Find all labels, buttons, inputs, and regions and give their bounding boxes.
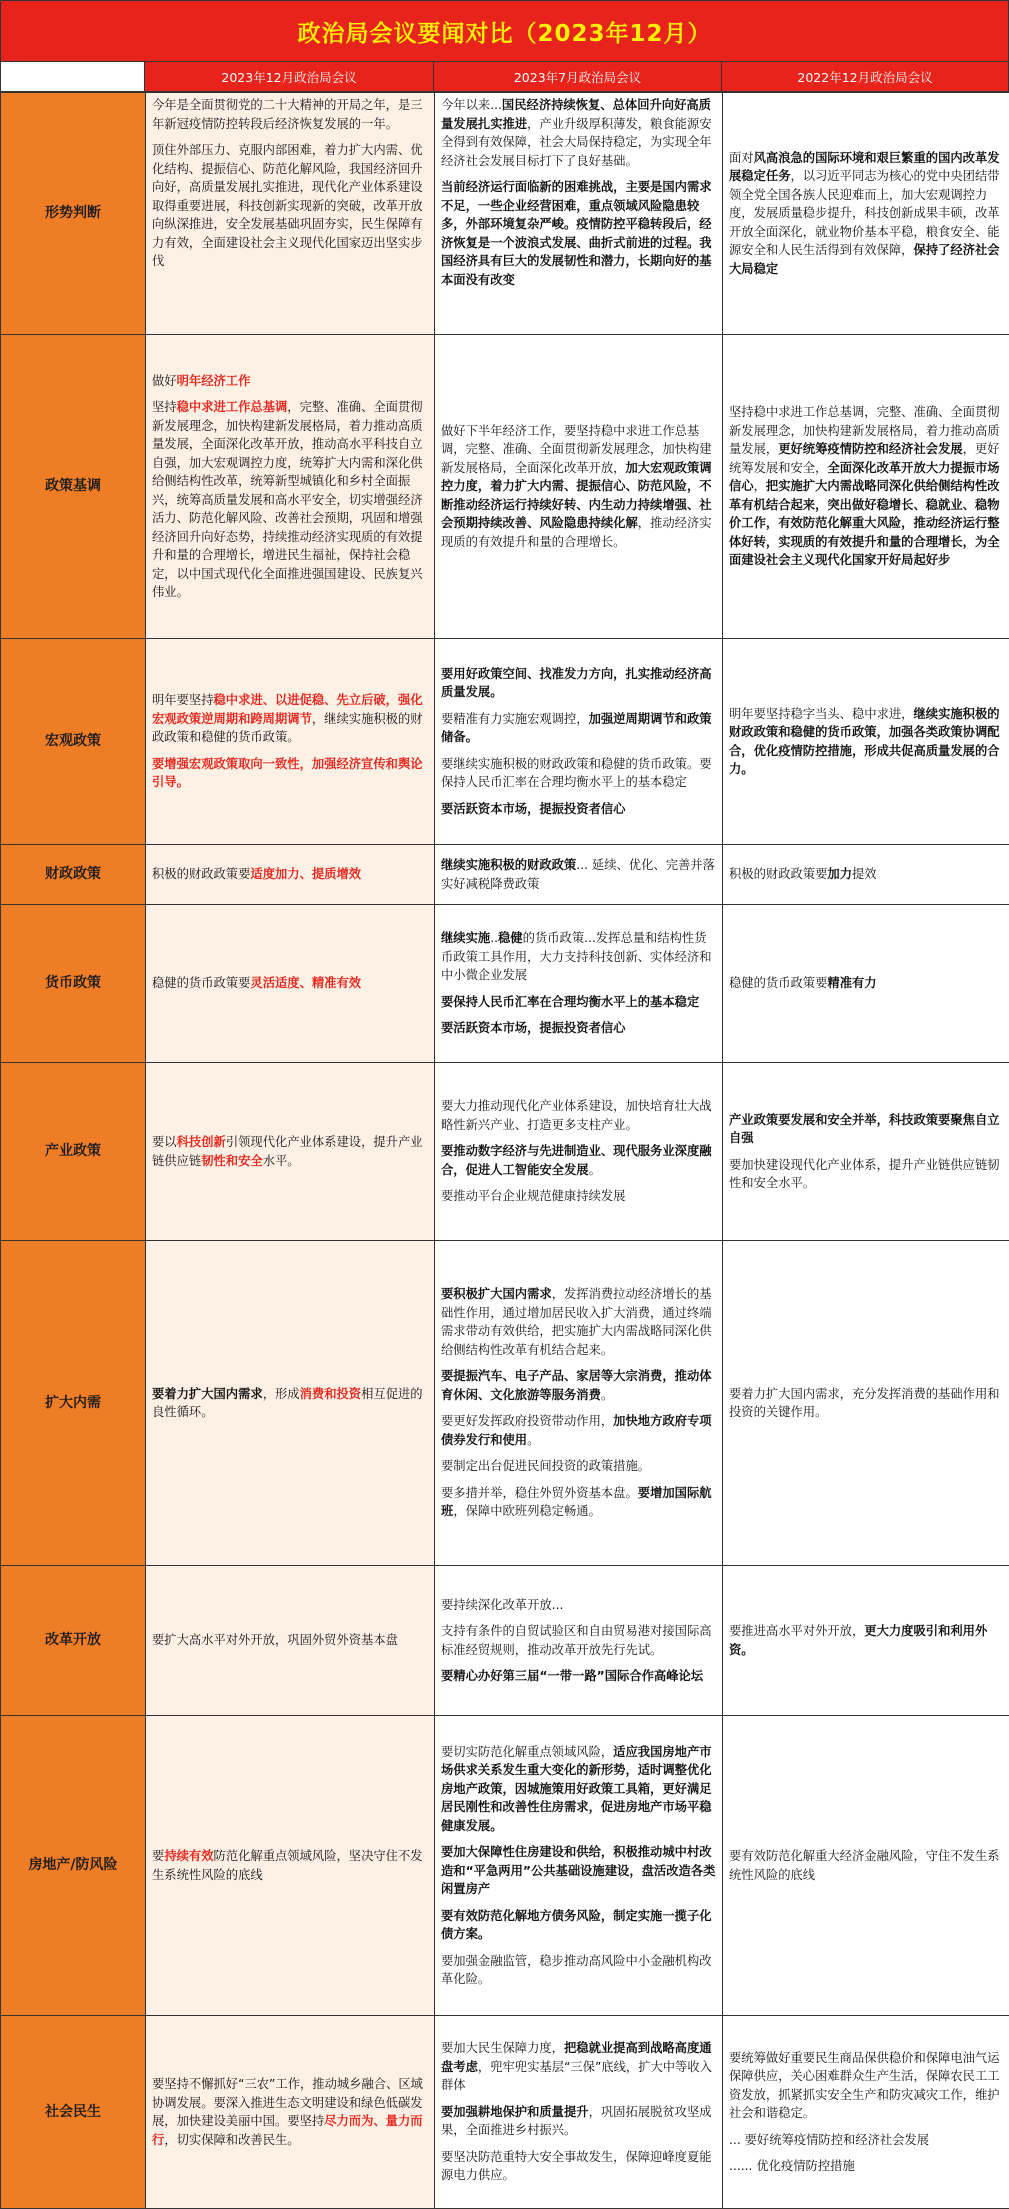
- body-text: 做好: [152, 374, 177, 388]
- cell-2022-dec: [723, 1063, 1009, 1241]
- body-text: 面对: [729, 151, 754, 165]
- row-label-minsheng: 社会民生: [1, 2016, 146, 2209]
- body-text: 提效: [852, 867, 877, 881]
- row-label-chanye: 产业政策: [1, 1063, 146, 1241]
- body-text: ，形成: [263, 1387, 300, 1401]
- cell-paragraph: [441, 2103, 716, 2140]
- bold-text: 要有效防范化解地方债务风险，制定实施一揽子化债方案。: [441, 1909, 712, 1942]
- row-label-kuoda: 扩大内需: [1, 1241, 146, 1566]
- highlight-text: 稳中求进、以进促稳、先立后破，强化宏观政策逆周期和跨周期调节: [152, 693, 423, 726]
- cell-2022-dec: [723, 639, 1009, 845]
- cell-paragraph: [441, 710, 716, 747]
- bold-text: 加力: [827, 867, 852, 881]
- cell-2023-jul: [435, 1063, 723, 1241]
- body-text: ..: [490, 931, 498, 945]
- table-row: [1, 1716, 1009, 2016]
- body-text: 坚持: [152, 400, 177, 414]
- cell-paragraph: [152, 865, 428, 884]
- highlight-text: 稳中求进工作总基调: [177, 400, 288, 414]
- bold-text: 要着力扩大国内需求: [152, 1387, 263, 1401]
- cell-paragraph: [152, 1631, 428, 1650]
- cell-2022-dec: [723, 905, 1009, 1063]
- body-text: 要精准有力实施宏观调控，: [441, 712, 589, 726]
- cell-paragraph: [729, 2049, 1003, 2123]
- cell-paragraph: [729, 403, 1003, 570]
- table-row: [1, 2016, 1009, 2209]
- cell-paragraph: [441, 1097, 716, 1134]
- cell-paragraph: [152, 974, 428, 993]
- body-text: 引领现代化产业体系建设，提升产业链供应链: [152, 1135, 423, 1168]
- cell-paragraph: [441, 1187, 716, 1206]
- body-text: 要扩大高水平对外开放，巩固外贸外资基本盘: [152, 1633, 398, 1647]
- body-text: 要坚决防范重特大安全事故发生，保障迎峰度夏能源电力供应。: [441, 2150, 712, 2183]
- cell-2023-jul: [435, 335, 723, 639]
- cell-2022-dec: [723, 93, 1009, 335]
- body-text: 要: [152, 1849, 164, 1863]
- bold-text: 要加大保障性住房建设和供给，积极推动城中村改造和“平急两用”公共基础设施建设，盘活改造各类闲置房产: [441, 1845, 715, 1896]
- cell-2023-jul: [435, 1716, 723, 2016]
- cell-2023-dec: [146, 1716, 435, 2016]
- highlight-text: 尽力而为、量力而行: [152, 2114, 423, 2147]
- body-text: 稳健的货币政策要: [729, 976, 827, 990]
- cell-paragraph: [441, 422, 716, 552]
- cell-paragraph: [441, 1952, 716, 1989]
- body-text: 要加快建设现代化产业体系，提升产业链供应链韧性和安全水平。: [729, 1158, 1000, 1191]
- bold-text: 保持了经济社会大局稳定: [729, 243, 1000, 276]
- bold-text: 要保持人民币汇率在合理均衡水平上的基本稳定: [441, 995, 699, 1009]
- cell-2023-dec: [146, 93, 435, 335]
- cell-2022-dec: [723, 335, 1009, 639]
- cell-2023-jul: [435, 93, 723, 335]
- body-text: 水平。: [263, 1154, 300, 1168]
- cell-paragraph: [729, 1847, 1003, 1884]
- bold-text: 适应我国房地产市场供求关系发生重大变化的新形势，适时调整优化房地产政策，因城施策用好政策工具箱，更好满足居民刚性和改善性住房需求，促进房地产市场平稳健康发展。: [441, 1745, 712, 1833]
- cell-paragraph: [441, 1412, 716, 1449]
- body-text: ，产业升级厚积薄发，粮食能源安全得到有效保障，社会大局保持稳定，为实现全年经济社会发展目标打下了良好基础。: [441, 117, 712, 168]
- cell-paragraph: [729, 974, 1003, 993]
- table-row: [1, 93, 1009, 335]
- bold-text: 产业政策要发展和安全并举，科技政策要聚焦自立自强: [729, 1113, 1000, 1146]
- bold-text: 当前经济运行面临新的困难挑战，主要是国内需求不足，一些企业经营困难，重点领域风险隐患较多，外部环境复杂严峻。疫情防控平稳转段后，经济恢复是一个波浪式发展、曲折式前进的过程。我国经济具有巨大的发展韧性和潜力，长期向好的基本面没有改变: [441, 180, 712, 287]
- table-row: [1, 335, 1009, 639]
- body-text: 的货币政策...发挥总量和结构性货币政策工具作用，大力支持科技创新、实体经济和中小微企业发展: [441, 931, 712, 982]
- body-text: ，继续实施积极的财政政策和稳健的货币政策。: [152, 712, 423, 745]
- table-row: [1, 905, 1009, 1063]
- bold-text: 精准有力: [827, 976, 876, 990]
- highlight-text: 韧性和安全: [201, 1154, 263, 1168]
- body-text: 要以: [152, 1135, 177, 1149]
- cell-paragraph: [729, 2131, 1003, 2150]
- bold-text: 把稳就业提高到战略高度通盘考虑: [441, 2041, 712, 2074]
- bold-text: 更大力度吸引和利用外资。: [729, 1624, 987, 1657]
- cell-paragraph: [441, 1622, 716, 1659]
- comparison-table: [0, 92, 1009, 2209]
- bold-text: 把实施扩大内需战略同深化供给侧结构性改革有机结合起来，突出做好稳增长、稳就业、稳物价工作，有效防范化解重大风险，推动经济运行整体好转，实现质的有效提升和量的合理增长，为全面建设社会主义现代化国家开好局起好步: [729, 479, 1000, 567]
- body-text: 防范化解重点领域风险，坚决守住不发生系统性风险的底线: [152, 1849, 423, 1882]
- body-text: 今年以来...: [441, 98, 502, 112]
- cell-paragraph: [441, 665, 716, 702]
- highlight-text: 消费和投资: [300, 1387, 362, 1401]
- cell-2023-jul: [435, 1241, 723, 1566]
- body-text: ，以习近平同志为核心的党中央团结带领全党全国各族人民迎难而上，加大宏观调控力度，发展质量稳步提升，科技创新成果丰硕，改革开放全面深化，就业物价基本平稳，粮食安全、能源安全和人民生活得到有效保障，: [729, 169, 1000, 257]
- cell-paragraph: [729, 865, 1003, 884]
- body-text: 积极的财政政策要: [152, 867, 250, 881]
- body-text: ，更好统筹发展和安全，: [729, 442, 1000, 475]
- bold-text: 加强逆周期调节和政策储备。: [441, 712, 712, 745]
- body-text: 要继续实施积极的财政政策和稳健的货币政策。要保持人民币汇率在合理均衡水平上的基本稳定: [441, 757, 712, 790]
- body-text: 要坚持不懈抓好“三农”工作，推动城乡融合、区域协调发展。要深入推进生态文明建设和绿色低碳发展，加快建设美丽中国。要坚持: [152, 2077, 423, 2128]
- body-text: 要加大民生保障力度，: [441, 2041, 564, 2055]
- bold-text: 更好统筹疫情防控和经济社会发展: [778, 442, 962, 456]
- cell-2023-jul: [435, 2016, 723, 2209]
- cell-paragraph: [729, 149, 1003, 279]
- body-text: 。: [527, 1433, 539, 1447]
- cell-paragraph: [441, 2039, 716, 2095]
- bold-text: 要加强耕地保护和质量提升: [441, 2105, 589, 2119]
- column-header-row: [0, 62, 1009, 92]
- body-text: 明年要坚持: [152, 693, 214, 707]
- cell-2023-dec: [146, 905, 435, 1063]
- bold-text: 要积极扩大国内需求: [441, 1287, 552, 1301]
- body-text: 。: [601, 1388, 613, 1402]
- highlight-text: 灵活适度、精准有效: [250, 976, 361, 990]
- body-text: 要持续深化改革开放...: [441, 1598, 563, 1612]
- cell-paragraph: [152, 141, 428, 271]
- cell-paragraph: [441, 1484, 716, 1521]
- bold-text: 要增加国际航班: [441, 1486, 712, 1519]
- cell-paragraph: [441, 1457, 716, 1476]
- body-text: 顶住外部压力、克服内部困难，着力扩大内需、优化结构、提振信心、防范化解风险，我国经济回升向好，高质量发展扎实推进，现代化产业体系建设取得重要进展，科技创新实现新的突破，改革开放向纵深推进，安全发展基础巩固夯实，民生保障有力有效，全面建设社会主义现代化国家迈出坚实步伐: [152, 143, 423, 268]
- cell-paragraph: [441, 96, 716, 170]
- highlight-text: 要增强宏观政策取向一致性，加强经济宣传和舆论引导。: [152, 757, 423, 790]
- header-2023-jul: 2023年7月政治局会议: [433, 62, 722, 92]
- body-text: ，兜牢兜实基层“三保”底线，扩大中等收入群体: [441, 2060, 712, 2093]
- body-text: ，完整、准确、全面贯彻新发展理念，加快构建新发展格局，着力推动高质量发展，全面深化改革开放，推动高水平科技自立自强，加大宏观调控力度，统筹扩大内需和深化供给侧结构性改革，统筹新型城镇化和乡村全面振兴，统筹高质量发展和高水平安全，切实增强经济活力、防范化解风险、改善社会预期，巩固和增强经济回升向好态势，持续推动经济实现质的有效提升和量的合理增长，增进民生福祉，保持社会稳定，以中国式现代化全面推进强国建设、民族复兴伟业。: [152, 400, 423, 599]
- cell-paragraph: [729, 1156, 1003, 1193]
- bold-text: 加大宏观政策调控力度，着力扩大内需、提振信心、防范风险，不断推动经济运行持续好转、内生动力持续增强、社会预期持续改善、风险隐患持续化解: [441, 461, 712, 531]
- body-text: 坚持稳中求进工作总基调，完整、准确、全面贯彻新发展理念，加快构建新发展格局，着力推动高质量发展，: [729, 405, 1000, 456]
- cell-paragraph: [441, 1667, 716, 1686]
- table-row: [1, 639, 1009, 845]
- body-text: ，推动经济实现质的有效提升和量的合理增长。: [441, 516, 712, 549]
- table-row: [1, 1566, 1009, 1716]
- cell-2023-jul: [435, 845, 723, 905]
- cell-2022-dec: [723, 845, 1009, 905]
- cell-paragraph: [729, 705, 1003, 779]
- body-text: 要制定出台促进民间投资的政策措施。: [441, 1459, 650, 1473]
- cell-paragraph: [441, 1743, 716, 1836]
- cell-paragraph: [152, 755, 428, 792]
- row-label-zhengce: 政策基调: [1, 335, 146, 639]
- body-text: 做好下半年经济工作，要坚持稳中求进工作总基调，完整、准确、全面贯彻新发展理念，加快构建新发展格局，全面深化改革开放，: [441, 424, 712, 475]
- cell-2022-dec: [723, 1241, 1009, 1566]
- body-text: 要统筹做好重要民生商品保供稳价和保障电油气运保障供应，关心困难群众生产生活，保障农民工工资发放，抓紧抓实安全生产和防灾减灾工作，维护社会和谐稳定。: [729, 2051, 1000, 2121]
- bold-text: 继续实施: [441, 931, 490, 945]
- cell-2022-dec: [723, 1716, 1009, 2016]
- header-blank: [0, 62, 145, 92]
- body-text: 相互促进的良性循环。: [152, 1387, 423, 1420]
- row-label-gaige: 改革开放: [1, 1566, 146, 1716]
- cell-paragraph: [441, 856, 716, 893]
- cell-paragraph: [152, 96, 428, 133]
- bold-text: 继续实施积极的财政政策和稳健的货币政策，加强各类政策协调配合，优化疫情防控措施，形成共促高质量发展的合力。: [729, 707, 1000, 777]
- body-text: ，: [754, 479, 766, 493]
- body-text: 要切实防范化解重点领域风险，: [441, 1745, 613, 1759]
- cell-paragraph: [152, 1133, 428, 1170]
- row-label-fangdichan: 房地产/防风险: [1, 1716, 146, 2016]
- bold-text: 稳健: [498, 931, 523, 945]
- cell-paragraph: [152, 691, 428, 747]
- bold-text: 要提振汽车、电子产品、家居等大宗消费，推动体育休闲、文化旅游等服务消费: [441, 1369, 712, 1402]
- cell-2022-dec: [723, 2016, 1009, 2209]
- body-text: 稳健的货币政策要: [152, 976, 250, 990]
- cell-paragraph: [441, 1019, 716, 1038]
- cell-paragraph: [441, 800, 716, 819]
- body-text: 要大力推动现代化产业体系建设，加快培育壮大战略性新兴产业、打造更多支柱产业。: [441, 1099, 712, 1132]
- highlight-text: 持续有效: [164, 1849, 213, 1863]
- body-text: ... 要好统筹疫情防控和经济社会发展: [729, 2133, 929, 2147]
- cell-2023-jul: [435, 1566, 723, 1716]
- body-text: 支持有条件的自贸试验区和自由贸易港对接国际高标准经贸规则，推动改革开放先行先试。: [441, 1624, 712, 1657]
- table-row: [1, 1063, 1009, 1241]
- bold-text: 全面深化改革开放大力提振市场信心: [729, 461, 1000, 494]
- body-text: ，保障中欧班列稳定畅通。: [453, 1504, 601, 1518]
- body-text: 明年要坚持稳字当头、稳中求进，: [729, 707, 913, 721]
- table-row: [1, 1241, 1009, 1566]
- bold-text: 继续实施积极的财政政策: [441, 858, 576, 872]
- body-text: ，巩固拓展脱贫攻坚成果，全面推进乡村振兴。: [441, 2105, 712, 2138]
- cell-paragraph: [441, 1285, 716, 1359]
- cell-paragraph: [441, 755, 716, 792]
- cell-paragraph: [729, 1111, 1003, 1148]
- bold-text: 要活跃资本市场，提振投资者信心: [441, 802, 625, 816]
- cell-paragraph: [441, 1367, 716, 1404]
- cell-paragraph: [441, 1907, 716, 1944]
- body-text: ，切实保障和改善民生。: [164, 2133, 299, 2147]
- bold-text: 风高浪急的国际环境和艰巨繁重的国内改革发展稳定任务: [729, 151, 1000, 184]
- cell-paragraph: [441, 1843, 716, 1899]
- cell-2023-dec: [146, 845, 435, 905]
- body-text: 要更好发挥政府投资带动作用，: [441, 1414, 613, 1428]
- body-text: ... 延续、优化、完善并落实好减税降费政策: [441, 858, 715, 891]
- cell-paragraph: [729, 2157, 1003, 2176]
- row-label-xingshi: 形势判断: [1, 93, 146, 335]
- bold-text: 国民经济持续恢复、总体回升向好高质量发展扎实推进: [441, 98, 711, 131]
- cell-2023-dec: [146, 2016, 435, 2209]
- body-text: 要着力扩大国内需求，充分发挥消费的基础作用和投资的关键作用。: [729, 1387, 1000, 1420]
- body-text: 积极的财政政策要: [729, 867, 827, 881]
- bold-text: 要用好政策空间、找准发力方向，扎实推动经济高质量发展。: [441, 667, 712, 700]
- row-label-huobi: 货币政策: [1, 905, 146, 1063]
- cell-2023-dec: [146, 335, 435, 639]
- row-label-hongguan: 宏观政策: [1, 639, 146, 845]
- cell-paragraph: [441, 993, 716, 1012]
- body-text: ，发挥消费拉动经济增长的基础性作用，通过增加居民收入扩大消费，通过终端需求带动有效供给，把实施扩大内需战略同深化供给侧结构性改革有机结合起来。: [441, 1287, 712, 1357]
- highlight-text: 明年经济工作: [177, 374, 251, 388]
- cell-paragraph: [441, 2148, 716, 2185]
- cell-2023-jul: [435, 639, 723, 845]
- bold-text: 要推动数字经济与先进制造业、现代服务业深度融合，促进人工智能安全发展: [441, 1144, 712, 1177]
- cell-2023-dec: [146, 1566, 435, 1716]
- table-row: [1, 845, 1009, 905]
- cell-2023-dec: [146, 1241, 435, 1566]
- body-text: 要推动平台企业规范健康持续发展: [441, 1189, 625, 1203]
- row-label-caizheng: 财政政策: [1, 845, 146, 905]
- cell-paragraph: [152, 2075, 428, 2149]
- highlight-text: 科技创新: [177, 1135, 226, 1149]
- cell-paragraph: [152, 1385, 428, 1422]
- cell-paragraph: [152, 372, 428, 391]
- body-text: 要多措并举，稳住外贸外资基本盘。: [441, 1486, 638, 1500]
- body-text: ...... 优化疫情防控措施: [729, 2159, 855, 2173]
- cell-paragraph: [441, 178, 716, 289]
- cell-paragraph: [441, 1596, 716, 1615]
- body-text: 。: [589, 1163, 601, 1177]
- bold-text: 要精心办好第三届“一带一路”国际合作高峰论坛: [441, 1669, 703, 1683]
- body-text: 要有效防范化解重大经济金融风险，守住不发生系统性风险的底线: [729, 1849, 1000, 1882]
- bold-text: 要活跃资本市场，提振投资者信心: [441, 1021, 625, 1035]
- cell-paragraph: [441, 1142, 716, 1179]
- body-text: 今年是全面贯彻党的二十大精神的开局之年，是三年新冠疫情防控转段后经济恢复发展的一年。: [152, 98, 423, 131]
- header-2023-dec: 2023年12月政治局会议: [144, 62, 434, 92]
- header-2022-dec: 2022年12月政治局会议: [721, 62, 1009, 92]
- cell-2023-jul: [435, 905, 723, 1063]
- cell-paragraph: [441, 929, 716, 985]
- body-text: 要加强金融监管，稳步推动高风险中小金融机构改革化险。: [441, 1954, 712, 1987]
- cell-2022-dec: [723, 1566, 1009, 1716]
- cell-2023-dec: [146, 639, 435, 845]
- page-title: 政治局会议要闻对比（2023年12月）: [0, 0, 1009, 62]
- highlight-text: 适度加力、提质增效: [250, 867, 361, 881]
- body-text: 要推进高水平对外开放，: [729, 1624, 864, 1638]
- bold-text: 加快地方政府专项债券发行和使用: [441, 1414, 712, 1447]
- cell-paragraph: [152, 398, 428, 602]
- cell-paragraph: [729, 1622, 1003, 1659]
- cell-paragraph: [729, 1385, 1003, 1422]
- cell-paragraph: [152, 1847, 428, 1884]
- cell-2023-dec: [146, 1063, 435, 1241]
